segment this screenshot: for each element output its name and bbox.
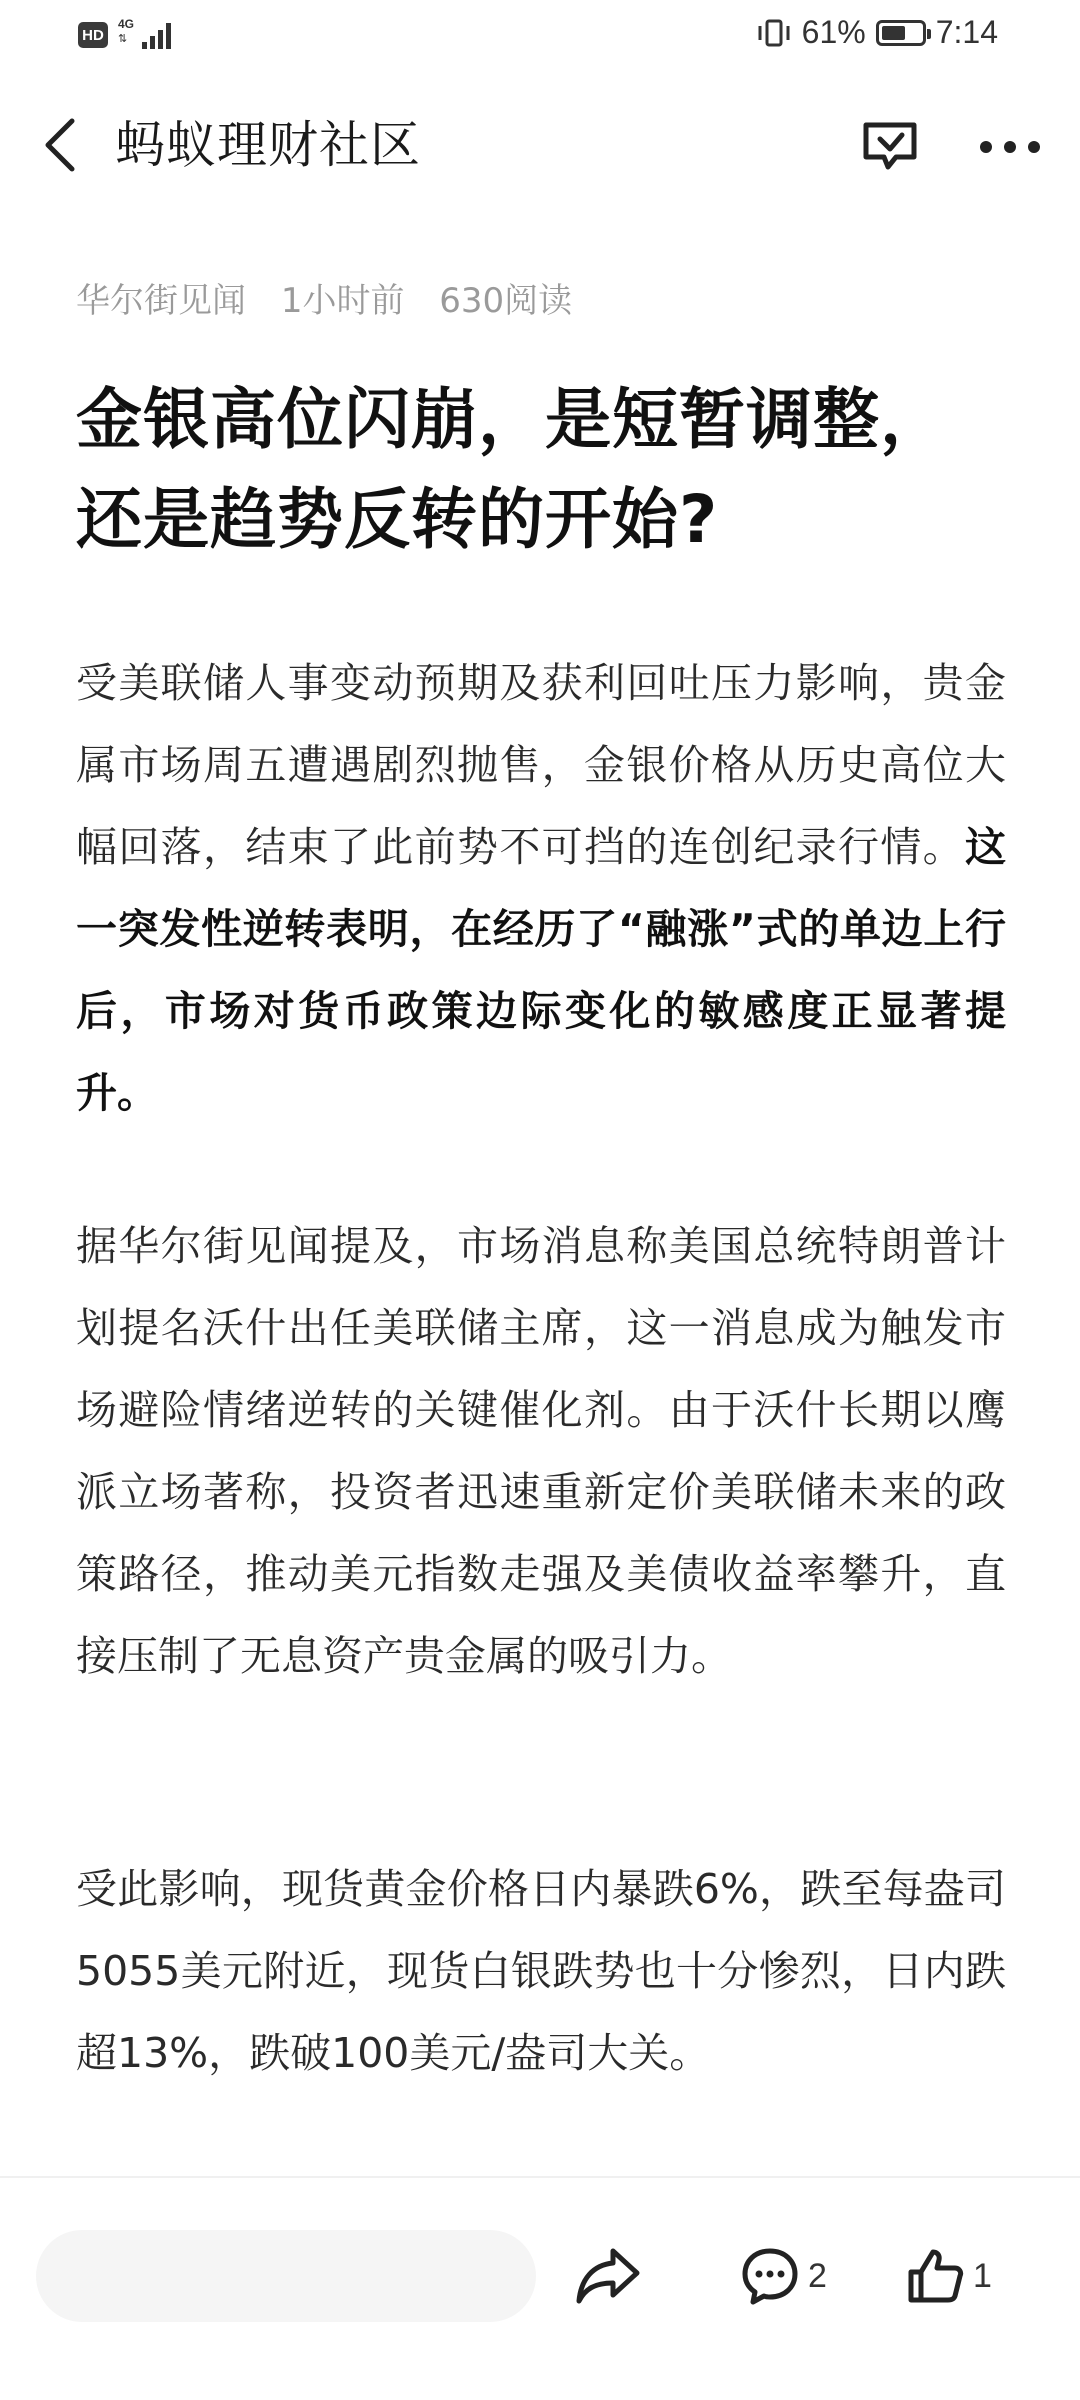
article-time: 1小时前 xyxy=(280,281,405,321)
article-paragraph-1 xyxy=(76,642,1006,1134)
chevron-left-icon xyxy=(40,115,80,175)
article-reads: 630阅读 xyxy=(439,281,573,321)
hd-badge: HD xyxy=(78,22,108,48)
comment-count: 2 xyxy=(808,2256,827,2295)
status-right xyxy=(756,14,998,51)
clock: 7:14 xyxy=(935,14,998,50)
page-title: 蚂蚁理财社区 xyxy=(115,116,421,174)
paragraph-bold-text: 这一突发性逆转表明，在经历了“融涨”式的单边上行后，市场对货币政策边际变化的敏感度正显著提升。 xyxy=(76,823,1006,1117)
comment-input[interactable] xyxy=(36,2230,536,2322)
app-header xyxy=(0,90,1080,200)
article-title: 金银高位闪崩，是短暂调整，还是趋势反转的开始? xyxy=(76,381,947,558)
article-paragraph-2: 据华尔街见闻提及，市场消息称美国总统特朗普计划提名沃什出任美联储主席，这一消息成为触发市场避险情绪逆转的关键催化剂。由于沃什长期以鹰派立场著称，投资者迅速重新定价美联储未来的政策路径，推动美元指数走强及美债收益率攀升，直接压制了无息资产贵金属的吸引力。 xyxy=(76,1222,1006,1680)
chat-heart-icon xyxy=(860,119,920,175)
like-count: 1 xyxy=(973,2256,992,2295)
signal-icon xyxy=(118,18,176,52)
more-button[interactable] xyxy=(970,112,1050,182)
back-button[interactable] xyxy=(30,110,90,180)
status-bar xyxy=(0,0,1080,72)
thumbs-up-icon xyxy=(905,2246,965,2306)
more-dots-icon xyxy=(978,139,1042,155)
status-left xyxy=(78,18,176,52)
article-paragraph-3: 受此影响，现货黄金价格日内暴跌6%，跌至每盎司5055美元附近，现货白银跌势也十分惨烈，日内跌超13%，跌破100美元/盎司大关。 xyxy=(76,1865,1006,2077)
share-arrow-icon xyxy=(573,2245,643,2307)
paragraph-text: 受美联储人事变动预期及获利回吐压力影响，贵金属市场周五遭遇剧烈抛售，金银价格从历史高位大幅回落，结束了此前势不可挡的连创纪录行情。 xyxy=(76,659,1006,871)
favorite-button[interactable] xyxy=(855,112,925,182)
bottom-action-bar xyxy=(0,2178,1080,2400)
vibrate-icon xyxy=(756,18,792,48)
data-arrows-icon: ⇅ xyxy=(118,32,128,45)
comment-button[interactable] xyxy=(740,2238,827,2314)
network-type: 4G xyxy=(118,17,135,31)
battery-level xyxy=(882,26,905,40)
article-meta xyxy=(76,276,596,326)
article-source[interactable]: 华尔街见闻 xyxy=(76,281,246,321)
battery-percent: 61% xyxy=(801,14,866,50)
signal-bars-icon xyxy=(140,22,174,50)
like-button[interactable] xyxy=(905,2238,992,2314)
share-button[interactable] xyxy=(570,2238,646,2314)
comment-bubble-icon xyxy=(740,2246,800,2306)
battery-icon xyxy=(876,20,926,46)
